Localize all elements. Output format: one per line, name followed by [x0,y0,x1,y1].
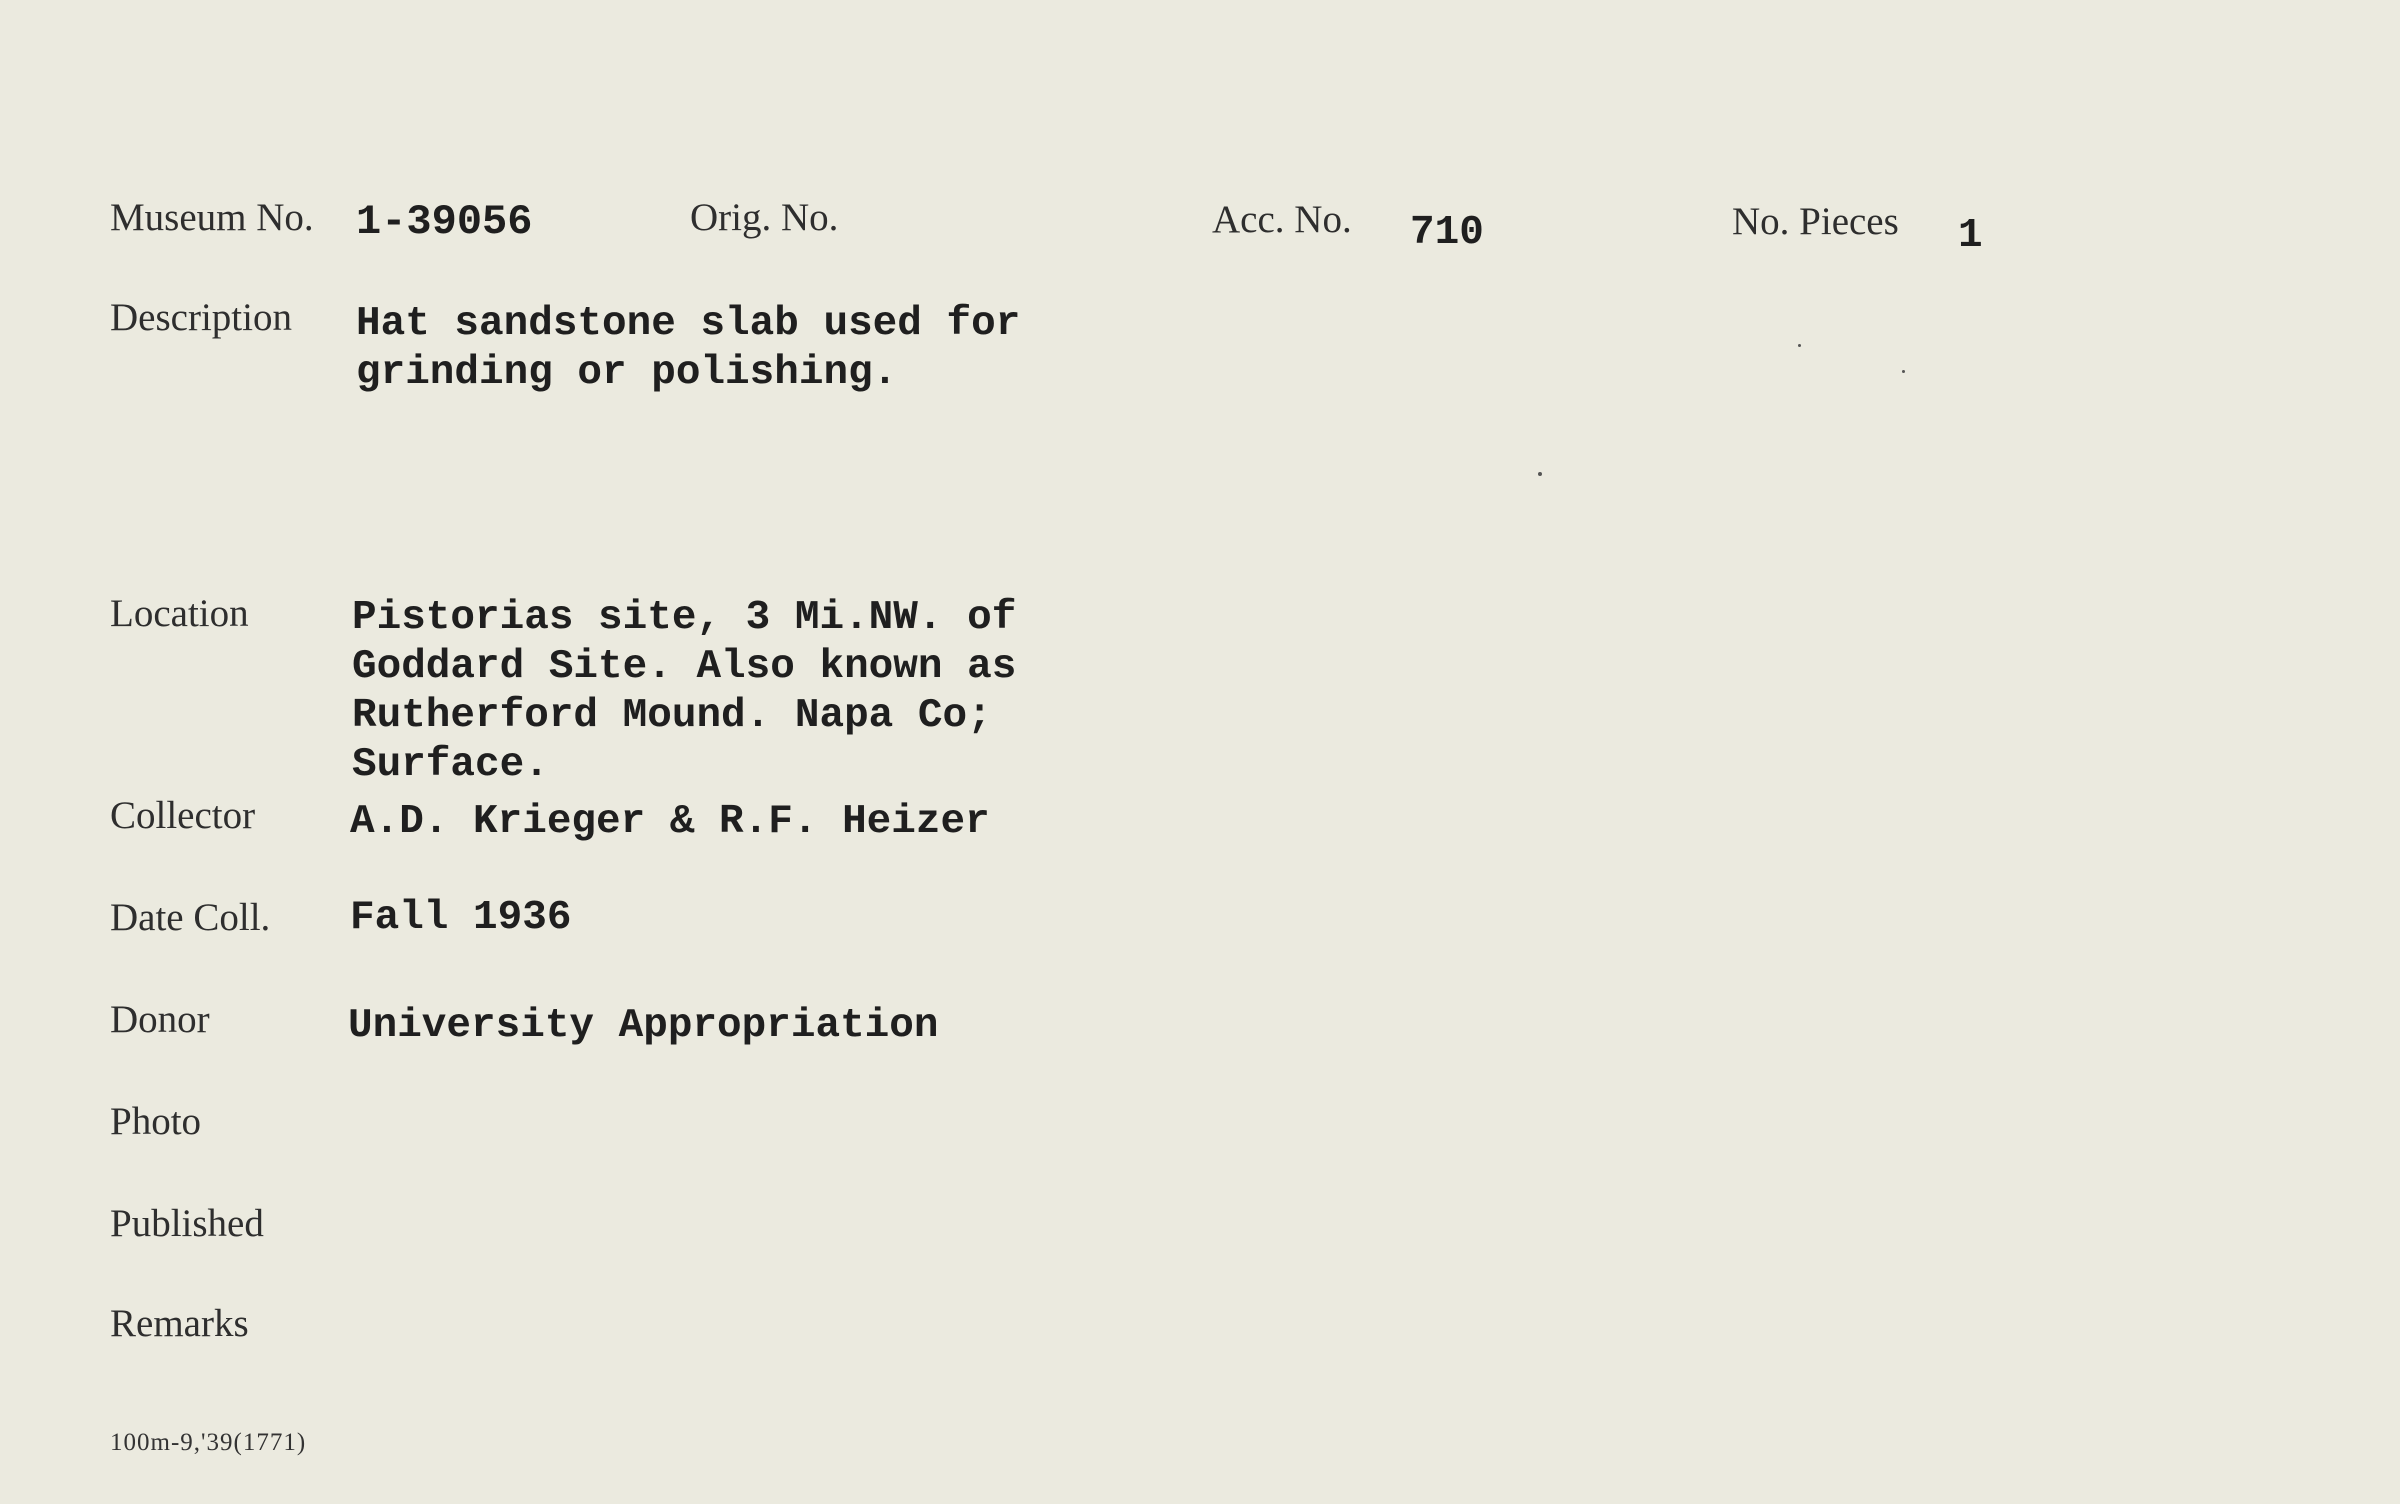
location-line-2: Goddard Site. Also known as [352,644,1017,690]
location-label: Location [110,592,249,635]
date-coll-value: Fall 1936 [350,895,572,941]
photo-label: Photo [110,1100,202,1143]
paper-speck [1798,344,1801,347]
description-text [356,300,1020,398]
donor-label: Donor [110,998,210,1041]
collector-label: Collector [110,794,256,837]
published-label: Published [110,1202,264,1245]
location-line-1: Pistorias site, 3 Mi.NW. of [352,595,1017,641]
description-line-1: Hat sandstone slab used for [356,301,1021,347]
location-text [352,594,1016,790]
location-line-4: Surface. [352,742,549,788]
orig-no-label: Orig. No. [690,196,839,239]
remarks-label: Remarks [110,1302,249,1345]
collector-value: A.D. Krieger & R.F. Heizer [350,799,990,845]
description-line-2: grinding or polishing. [356,350,898,396]
no-pieces-value: 1 [1958,213,1983,259]
description-label: Description [110,296,292,339]
donor-value: University Appropriation [348,1003,939,1049]
location-line-3: Rutherford Mound. Napa Co; [352,693,992,739]
date-coll-label: Date Coll. [110,896,271,939]
paper-speck [1538,472,1542,476]
form-code: 100m-9,'39(1771) [110,1429,307,1456]
museum-no-value: 1-39056 [356,198,533,246]
no-pieces-label: No. Pieces [1732,200,1899,243]
acc-no-label: Acc. No. [1212,198,1352,241]
acc-no-value: 710 [1410,210,1484,256]
museum-no-label: Museum No. [110,196,314,239]
paper-speck [1902,370,1905,373]
